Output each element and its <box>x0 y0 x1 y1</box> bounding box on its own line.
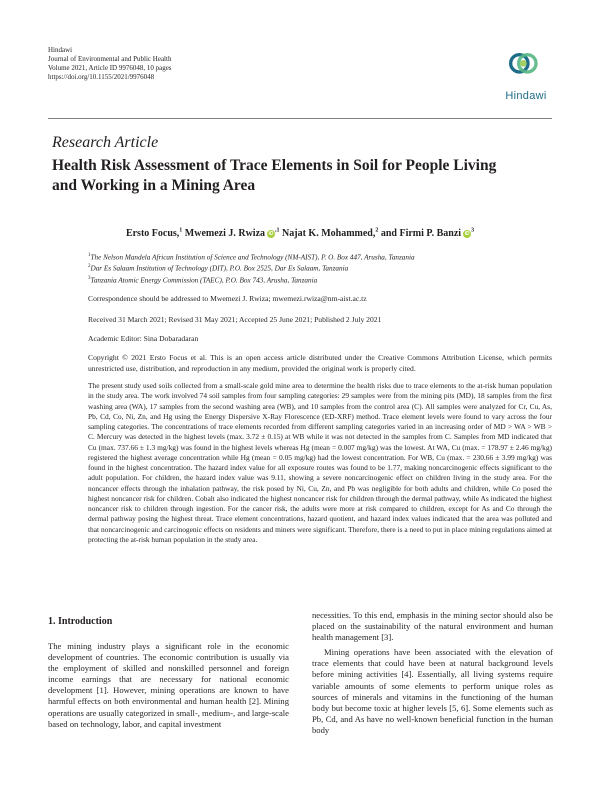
copyright-notice: Copyright © 2021 Ersto Focus et al. This is an open access article distributed under the Creative Commons Attribution License, which permits unrestricted use, distribution, and reproduction in any medium, provided the original work is properly cited. <box>88 353 552 373</box>
publication-dates: Received 31 March 2021; Revised 31 May 2021; Accepted 25 June 2021; Published 2 July 2021 <box>88 315 382 324</box>
correspondence: Correspondence should be addressed to Mwemezi J. Rwiza; mwemezi.rwiza@nm-aist.ac.tz <box>88 294 367 303</box>
doi-link[interactable]: https://doi.org/10.1155/2021/9976048 <box>48 73 155 81</box>
abstract: The present study used soils collected from a small-scale gold mine area to determine the health risks due to trace elements to the at-risk human population in the study area. The work involved 74 soil samples from four sampling categories: 29 samples were from the mining pits (MD), 18 samples from the first washing area (WA), 17 samples from the second washing area (WB), and 10 samples from the control area (C). All samples were analyzed for Cr, Cu, As, Pb, Cd, Co, Ni, Zn, and Hg using the Energy Dispersive X-Ray Florescence (ED-XRF) method. Trace element levels were found to vary across the four sampling categories. The concentrations of trace elements recorded from different sampling categories varied in an increasing order of MD > WA > WB > C. Mercury was detected in the highest levels (max. 3.72 ± 0.15) at WB while it was not detected in the samples from C. Samples from MD indicated that Cu (max. 737.66 ± 1.3 mg/kg) was found in the highest levels whereas Hg (mean = 0.007 mg/kg) was the lowest. At WA, Cu (max. = 178.97 ± 2.46 mg/kg) registered the highest average concentration while Hg (mean = 0.05 mg/kg) had the lowest concentration. For WB, Cu (max. = 230.66 ± 3.99 mg/kg) was found in the highest concentration. The hazard index value for all exposure routes was found to be 1.77, making noncarcinogenic effects significant to the adult population. For children, the hazard index value was 9.11, showing a severe noncarcinogenic effect on children living in the study area. For the noncancer effects through the inhalation pathway, the risk posed by Ni, Cu, Zn, and Pb was negligible for both adults and children, while Co posed the highest noncancer risk for children. Cobalt also indicated the highest noncancer risk for children through the dermal pathway, while As indicated the highest noncancer risk to children through ingestion. For the cancer risk, the adults were more at risk compared to children, except for As and Co through the dermal pathway posing the highest threat. Trace element concentrations, hazard quotient, and hazard index values indicated that the area was polluted and that noncarcinogenic and carcinogenic effects on residents and miners were significant. Therefore, there is a need to put in place mining regulations aimed at protecting the at-risk human population in the study area. <box>88 381 552 544</box>
author-list <box>48 228 552 239</box>
affiliation-3: $^3$Tanzania Atomic Energy Commission (TAEC), P.O. Box 743, Arusha, Tanzania <box>88 275 318 285</box>
hindawi-logo-text: Hindawi <box>505 90 547 102</box>
title-line-1: Health Risk Assessment of Trace Elements in Soil for People Living <box>52 157 497 174</box>
intro-paragraph-2: Mining operations have been associated with the elevation of trace elements that could have been at natural background levels before mining activities [4]. Essentially, all living systems require variable amounts of some elements to perform unique roles as sources of minerals and vitamins in the functioning of the human body but become toxic at higher levels [5, 6]. Some elements such as Pb, Cd, and As have no well-known beneficial function in the human body <box>312 647 553 735</box>
section-heading-introduction: 1. Introduction <box>48 616 113 627</box>
orcid-icon[interactable]: iD <box>268 231 274 238</box>
journal-name: Journal of Environmental and Public Health <box>48 55 172 63</box>
affiliation-1: $^1$The Nelson Mandela African Institution of Science and Technology (NM-AIST), P. O. Box 447, Arusha, Tanzania <box>88 253 415 262</box>
affiliation-2: $^2$Dar Es Salaam Institution of Technology (DIT), P.O. Box 2525, Dar Es Salaam, Tanzania <box>88 264 349 273</box>
title-line-2: and Working in a Mining Area <box>52 177 256 194</box>
header-divider <box>48 118 552 119</box>
intro-paragraph-1: The mining industry plays a significant role in the economic development of countries. The economic contribution is usually via the employment of skilled and nonskilled personnel and foreign income earnings that are necessary for national economic development [1]. However, mining operations are known to have harmful effects on both environmental and human health [2]. Mining operations are usually categorized in small-, medium-, and large-scale based on technology, labor, and capital investment <box>48 641 289 729</box>
publisher-name: Hindawi <box>48 46 73 54</box>
author-4[interactable]: and Firmi P. Banzi $iD^3$ <box>380 228 475 240</box>
academic-editor: Academic Editor: Sina Dobaradaran <box>88 334 199 343</box>
body-column-right <box>312 610 553 736</box>
orcid-icon[interactable]: iD <box>464 231 470 238</box>
author-3[interactable]: Najat K. Mohammed,$^2$ <box>282 228 379 240</box>
article-title <box>52 156 532 196</box>
hindawi-logo-icon <box>500 50 552 90</box>
journal-header <box>48 46 172 82</box>
body-column-left <box>48 641 289 730</box>
intro-paragraph-continued: necessities. To this end, emphasis in the mining sector should also be placed on the sustainability of the natural environment and human health management [3]. <box>312 610 553 643</box>
volume-info: Volume 2021, Article ID 9976048, 10 pages <box>48 64 172 72</box>
affiliations <box>88 251 415 285</box>
article-type: Research Article <box>52 134 159 151</box>
author-1[interactable]: Ersto Focus,$^1$ <box>125 228 183 240</box>
author-2[interactable]: Mwemezi J. Rwiza $iD^{,1}$ <box>184 228 280 240</box>
